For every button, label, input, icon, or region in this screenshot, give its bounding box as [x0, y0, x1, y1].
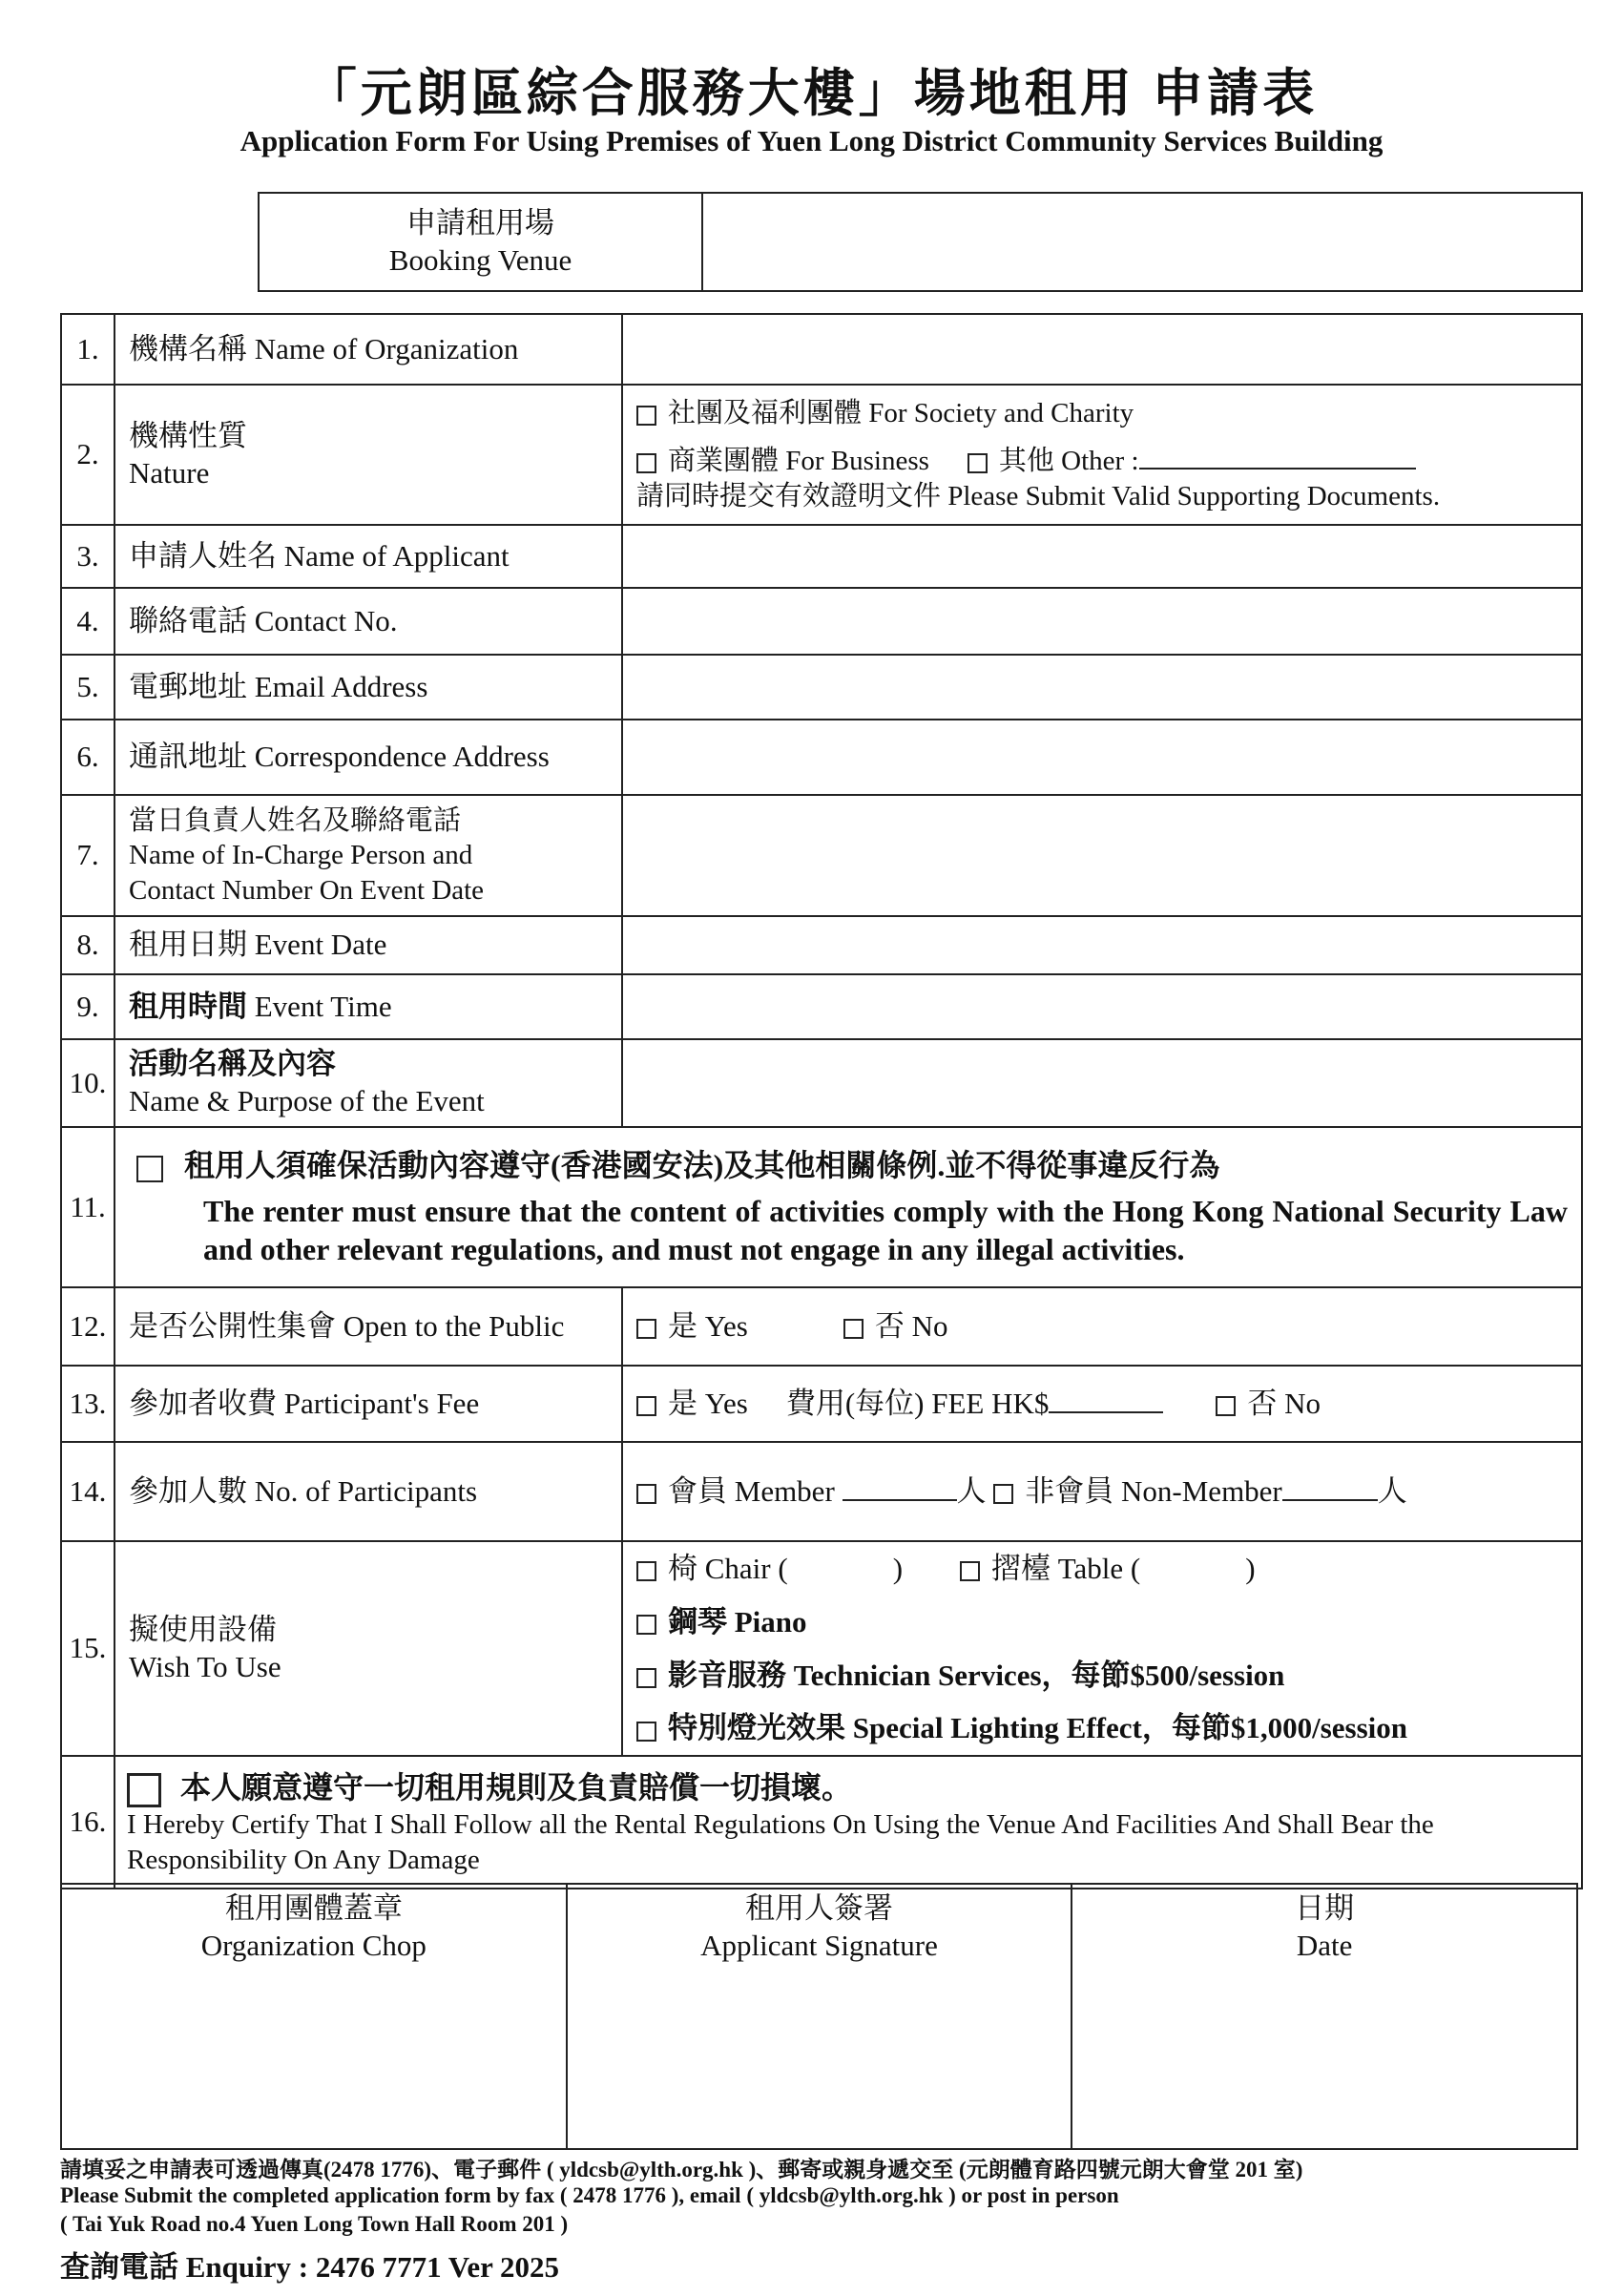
application-table: [60, 313, 1583, 1889]
charity-checkbox[interactable]: [636, 406, 656, 426]
event-purpose-field[interactable]: [622, 1039, 1582, 1127]
event-time-label: [114, 974, 622, 1039]
nature-label-en: Nature: [129, 455, 210, 490]
row-number: 7.: [61, 795, 114, 916]
in-charge-field[interactable]: [622, 795, 1582, 916]
contact-field[interactable]: [622, 588, 1582, 655]
in-charge-label-en2: Contact Number On Event Date: [129, 874, 485, 906]
event-purpose-label: [114, 1039, 622, 1127]
row-number: 14.: [61, 1442, 114, 1541]
footer-enquiry: 查詢電話 Enquiry : 2476 7771 Ver 2025: [60, 2250, 560, 2284]
date-label-en: Date: [1296, 1928, 1353, 1962]
national-security-checkbox[interactable]: [136, 1156, 163, 1182]
member-count-input[interactable]: [843, 1499, 957, 1501]
event-time-field[interactable]: [622, 974, 1582, 1039]
event-purpose-label-en: Name & Purpose of the Event: [129, 1084, 485, 1117]
footer-submit-en: Please Submit the completed application form by fax ( 2478 1776 ), email ( yldcsb@ylth.org.hk ) or post in person: [60, 2183, 1119, 2207]
address-label: 通訊地址 Correspondence Address: [114, 720, 622, 795]
row-number: 16.: [61, 1756, 114, 1889]
chair-checkbox[interactable]: [636, 1561, 656, 1581]
organization-label: 機構名稱 Name of Organization: [114, 314, 622, 385]
fee-amount-input[interactable]: [1049, 1411, 1163, 1413]
applicant-label: 申請人姓名 Name of Applicant: [114, 525, 622, 588]
table-label: 摺檯 Table (: [991, 1552, 1141, 1585]
technician-checkbox[interactable]: [636, 1668, 656, 1688]
in-charge-label-zh: 當日負責人姓名及聯絡電話: [129, 805, 462, 837]
charity-option: 社團及福利團體 For Society and Charity: [668, 398, 1134, 429]
row-number: 1.: [61, 314, 114, 385]
public-yes-checkbox[interactable]: [636, 1319, 656, 1339]
applicant-signature-field[interactable]: [567, 1884, 1072, 2149]
member-label: 會員 Member: [668, 1473, 835, 1508]
fee-label: 參加者收費 Participant's Fee: [114, 1366, 622, 1442]
row-number: 9.: [61, 974, 114, 1039]
equipment-options: [622, 1541, 1582, 1756]
lighting-label: 特別燈光效果 Special Lighting Effect，每節$1,000/session: [668, 1711, 1408, 1745]
footer-address: ( Tai Yuk Road no.4 Yuen Long Town Hall Room 201 ): [60, 2212, 569, 2236]
chair-label: 椅 Chair (: [668, 1552, 788, 1585]
business-option: 商業團體 For Business: [668, 446, 929, 477]
fee-yes-checkbox[interactable]: [636, 1396, 656, 1416]
fee-no-checkbox[interactable]: [1216, 1396, 1236, 1416]
address-field[interactable]: [622, 720, 1582, 795]
event-time-label-zh: 租用時間: [129, 989, 247, 1023]
table-checkbox[interactable]: [960, 1561, 980, 1581]
public-yes-label: 是 Yes: [668, 1308, 748, 1343]
other-option: 其他 Other :: [998, 446, 1139, 477]
piano-checkbox[interactable]: [636, 1615, 656, 1635]
lighting-checkbox[interactable]: [636, 1722, 656, 1742]
row-number: 13.: [61, 1366, 114, 1442]
event-date-label: 租用日期 Event Date: [114, 916, 622, 974]
signature-label-en: Applicant Signature: [700, 1928, 938, 1962]
non-member-unit: 人: [1377, 1473, 1407, 1508]
row-number: 3.: [61, 525, 114, 588]
venue-field[interactable]: [702, 193, 1582, 291]
venue-label-zh: 申請租用場: [406, 205, 554, 240]
participants-label: 參加人數 No. of Participants: [114, 1442, 622, 1541]
participants-options: [622, 1442, 1582, 1541]
contact-label: 聯絡電話 Contact No.: [114, 588, 622, 655]
applicant-field[interactable]: [622, 525, 1582, 588]
row-number: 8.: [61, 916, 114, 974]
nature-label-zh: 機構性質: [129, 418, 247, 452]
member-unit: 人: [956, 1473, 987, 1508]
row-number: 4.: [61, 588, 114, 655]
chop-label-zh: 租用團體蓋章: [224, 1891, 403, 1925]
email-field[interactable]: [622, 655, 1582, 720]
piano-label: 鋼琴 Piano: [668, 1604, 807, 1639]
member-checkbox[interactable]: [636, 1484, 656, 1504]
row-number: 5.: [61, 655, 114, 720]
certification-checkbox[interactable]: [127, 1773, 161, 1807]
certification-text-zh: 本人願意遵守一切租用規則及負責賠償一切損壞。: [180, 1769, 853, 1805]
fee-yes-label: 是 Yes: [668, 1386, 748, 1420]
chair-close-paren: ): [892, 1552, 904, 1585]
equipment-label: [114, 1541, 622, 1756]
other-input[interactable]: [1139, 468, 1416, 470]
footer-submit-zh: 請填妥之申請表可透過傳真(2478 1776)、電子郵件 ( yldcsb@ylth.org.hk )、郵寄或親身遞交至 (元朗體育路四號元朗大會堂 201 室): [60, 2158, 1303, 2181]
national-security-text-en: The renter must ensure that the content of activities comply with the Hong Kong National Security Law and other relevant regulations, and must not engage in any illegal activities.: [203, 1194, 1568, 1266]
certification-text-en: I Hereby Certify That I Shall Follow all the Rental Regulations On Using the Venue And Facilities And Shall Bear the Responsibility On Any Damage: [127, 1809, 1434, 1875]
public-no-label: 否 No: [874, 1308, 948, 1343]
certification: [114, 1756, 1582, 1889]
non-member-checkbox[interactable]: [993, 1484, 1013, 1504]
equipment-label-zh: 擬使用設備: [129, 1612, 277, 1646]
non-member-count-input[interactable]: [1282, 1499, 1378, 1501]
technician-label: 影音服務 Technician Services，每節$500/session: [668, 1658, 1285, 1692]
signature-label-zh: 租用人簽署: [744, 1891, 893, 1925]
row-number: 11.: [61, 1127, 114, 1287]
nature-options: [622, 385, 1582, 525]
fee-options: [622, 1366, 1582, 1442]
non-member-label: 非會員 Non-Member: [1025, 1473, 1282, 1508]
open-public-label: 是否公開性集會 Open to the Public: [114, 1287, 622, 1366]
fee-no-label: 否 No: [1247, 1386, 1321, 1420]
supporting-documents-note: 請同時提交有效證明文件 Please Submit Valid Supporting Documents.: [636, 480, 1441, 511]
row-number: 12.: [61, 1287, 114, 1366]
event-date-field[interactable]: [622, 916, 1582, 974]
form-subtitle: Application Form For Using Premises of Yuen Long District Community Services Building: [239, 124, 1384, 157]
public-no-checkbox[interactable]: [843, 1319, 864, 1339]
nature-label: [114, 385, 622, 525]
email-label: 電郵地址 Email Address: [114, 655, 622, 720]
equipment-label-en: Wish To Use: [129, 1649, 281, 1683]
date-field[interactable]: [1072, 1884, 1577, 2149]
organization-chop-field[interactable]: [61, 1884, 567, 2149]
form-title: 「元朗區綜合服務大樓」場地租用 申請表: [304, 65, 1319, 122]
event-purpose-label-zh: 活動名稱及內容: [129, 1047, 336, 1081]
other-checkbox[interactable]: [968, 453, 988, 473]
chop-label-en: Organization Chop: [200, 1928, 427, 1962]
table-close-paren: ): [1245, 1552, 1256, 1585]
row-number: 6.: [61, 720, 114, 795]
signature-table: [60, 1883, 1578, 2150]
national-security-declaration: [114, 1127, 1582, 1287]
row-number: 10.: [61, 1039, 114, 1127]
open-public-options: [622, 1287, 1582, 1366]
row-number: 15.: [61, 1541, 114, 1756]
organization-field[interactable]: [622, 314, 1582, 385]
in-charge-label-en1: Name of In-Charge Person and: [129, 840, 473, 871]
date-label-zh: 日期: [1295, 1891, 1355, 1925]
national-security-text-zh: 租用人須確保活動內容遵守(香港國安法)及其他相關條例.並不得從事違反行為: [184, 1148, 1220, 1182]
venue-table: [258, 192, 1583, 292]
row-number: 2.: [61, 385, 114, 525]
event-time-label-en: Event Time: [247, 989, 392, 1023]
business-checkbox[interactable]: [636, 453, 656, 473]
fee-amount-label: 費用(每位) FEE HK$: [785, 1386, 1050, 1420]
venue-label-en: Booking Venue: [388, 242, 572, 277]
in-charge-label: [114, 795, 622, 916]
venue-label: [259, 193, 702, 291]
